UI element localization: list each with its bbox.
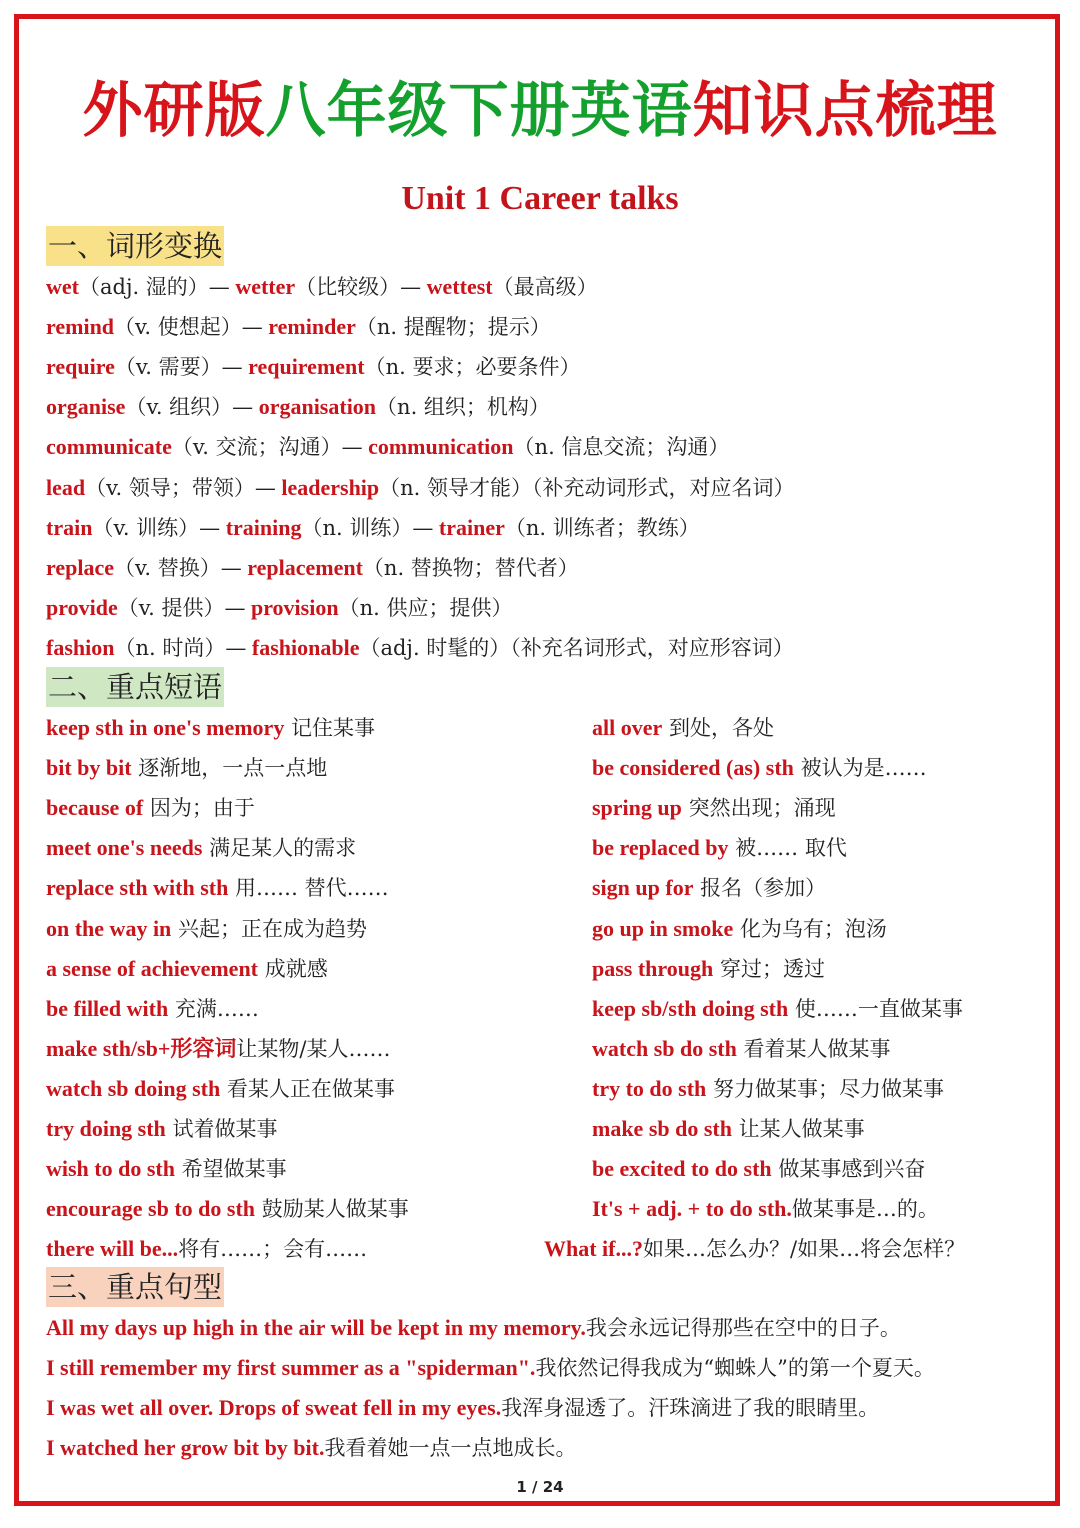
chinese-meaning: （最高级）	[492, 275, 598, 299]
chinese-meaning: （v. 组织）—	[125, 395, 254, 420]
english-term: communication	[362, 434, 514, 460]
phrase-row	[46, 989, 259, 1029]
english-term: remind	[46, 314, 115, 340]
chinese-meaning: 做某事感到兴奋	[771, 1157, 926, 1182]
chinese-meaning: （v. 使想起）—	[114, 315, 263, 340]
english-term: fashion	[46, 634, 115, 660]
english-term: It's + adj. + to do sth.	[592, 1196, 792, 1222]
sentence-row	[46, 1388, 879, 1428]
english-term: wettest	[421, 274, 493, 299]
chinese-meaning: 到处，各处	[662, 716, 774, 740]
english-term: keep sb/sth doing sth	[592, 995, 789, 1021]
chinese-meaning: 让某人做某事	[731, 1117, 865, 1141]
word-form-row	[46, 387, 550, 427]
chinese-meaning: 突然出现；涌现	[681, 796, 836, 821]
english-term: be filled with	[46, 995, 169, 1021]
english-term: be excited to do sth	[592, 1156, 772, 1182]
english-term: go up in smoke	[592, 915, 734, 941]
chinese-meaning: 试着做某事	[165, 1117, 278, 1141]
phrase-row	[46, 788, 255, 828]
english-term: replace sth with sth	[46, 875, 229, 901]
english-term: bit by bit	[46, 755, 132, 781]
page-title	[0, 66, 1080, 156]
word-form-row	[46, 508, 700, 548]
phrase-row	[46, 828, 356, 868]
phrase-row	[592, 949, 825, 989]
chinese-meaning: 努力做某事；尽力做某事	[706, 1076, 944, 1101]
phrase-row	[46, 949, 328, 989]
english-term: leadership	[275, 474, 380, 500]
chinese-meaning: （adj. 湿的）—	[78, 275, 230, 299]
english-term: I still remember my first summer as a "spiderman".	[46, 1355, 536, 1381]
chinese-meaning: 做某事是…的。	[791, 1197, 939, 1222]
chinese-meaning: 被认为是……	[793, 756, 927, 781]
section-heading-word-forms: 一、词形变换	[46, 226, 224, 266]
english-term: replacement	[241, 554, 363, 580]
word-form-row	[46, 548, 579, 588]
english-term: on the way in	[46, 915, 172, 941]
phrase-row	[46, 1229, 367, 1269]
chinese-meaning: 化为乌有；泡汤	[733, 916, 887, 941]
english-term: be considered (as) sth	[592, 755, 794, 781]
section-heading-sentences: 三、重点句型	[46, 1267, 224, 1307]
phrase-row	[46, 1109, 277, 1149]
phrase-row	[46, 868, 389, 908]
phrase-row	[592, 989, 963, 1029]
english-term: a sense of achievement	[46, 955, 259, 981]
title-part-1: 外研版	[82, 76, 266, 146]
chinese-meaning: 我会永远记得那些在空中的日子。	[585, 1316, 901, 1340]
chinese-meaning: （v. 交流；沟通）—	[171, 435, 363, 460]
phrase-row	[592, 1109, 865, 1149]
chinese-meaning: 让某物/某人……	[236, 1036, 391, 1061]
chinese-meaning: 成就感	[258, 956, 328, 981]
title-part-2: 八年级下册英语	[265, 76, 693, 146]
english-term: I watched her grow bit by bit.	[46, 1435, 325, 1461]
chinese-meaning: 逐渐地，一点一点地	[131, 756, 328, 781]
english-term: be replaced by	[592, 835, 729, 861]
english-term: because of	[46, 795, 144, 821]
word-form-row	[46, 307, 551, 347]
phrase-row	[592, 1069, 944, 1109]
word-form-row	[46, 347, 580, 387]
chinese-meaning: （n. 领导才能）（补充动词形式，对应名词）	[379, 475, 795, 500]
english-term: spring up	[592, 795, 682, 821]
phrase-row	[46, 909, 367, 949]
english-term: What if...?	[544, 1236, 643, 1262]
phrase-row	[592, 868, 826, 908]
chinese-meaning: 鼓励某人做某事	[255, 1197, 409, 1222]
english-term: I was wet all over. Drops of sweat fell in my eyes.	[46, 1395, 502, 1421]
chinese-meaning: （v. 提供）—	[117, 595, 246, 620]
chinese-meaning: 被…… 取代	[728, 836, 847, 861]
chinese-meaning: （n. 替换物；替代者）	[362, 555, 579, 580]
phrase-row	[46, 1029, 390, 1069]
english-term: organise	[46, 394, 126, 420]
chinese-meaning: （v. 需要）—	[114, 355, 243, 380]
sentence-row	[46, 1428, 576, 1468]
chinese-meaning: 记住某事	[284, 716, 376, 740]
english-term: communicate	[46, 434, 172, 460]
chinese-meaning: 将有……；会有……	[178, 1237, 368, 1262]
english-term: provide	[46, 594, 118, 620]
english-term: meet one's needs	[46, 835, 203, 861]
chinese-meaning: （v. 领导；带领）—	[85, 475, 276, 500]
chinese-meaning: 兴起；正在成为趋势	[171, 916, 367, 941]
phrase-row	[46, 1149, 287, 1189]
word-form-row	[46, 427, 729, 467]
english-term: pass through	[592, 955, 714, 981]
chinese-meaning: （n. 提醒物；提示）	[355, 315, 551, 340]
word-form-row	[46, 588, 512, 628]
english-term: sign up for	[592, 875, 694, 901]
phrase-row	[46, 708, 375, 748]
english-term: make sth/sb+形容词	[46, 1035, 237, 1061]
chinese-meaning: 我依然记得我成为“蜘蛛人”的第一个夏天。	[535, 1356, 935, 1381]
word-form-row	[46, 468, 795, 508]
chinese-meaning: 充满……	[168, 996, 259, 1021]
chinese-meaning: 我看着她一点一点地成长。	[324, 1436, 577, 1461]
english-term: encourage sb to do sth	[46, 1196, 256, 1222]
english-term: organisation	[253, 394, 377, 420]
english-term: train	[46, 514, 93, 540]
chinese-meaning: （n. 供应；提供）	[338, 595, 513, 620]
chinese-meaning: （n. 信息交流；沟通）	[513, 435, 730, 460]
english-term: watch sb do sth	[592, 1035, 737, 1061]
chinese-meaning: 使……一直做某事	[788, 996, 963, 1021]
chinese-meaning: 穿过；透过	[713, 956, 825, 981]
english-term: training	[220, 514, 302, 540]
chinese-meaning: （v. 训练）—	[92, 515, 221, 540]
english-term: require	[46, 354, 115, 380]
phrase-row	[46, 1189, 409, 1229]
phrase-row	[592, 788, 836, 828]
english-term: wet	[46, 274, 79, 299]
phrase-row	[46, 748, 327, 788]
sentence-row	[46, 1308, 901, 1348]
page-number: 1 / 24	[516, 1478, 564, 1496]
chinese-meaning: 我浑身湿透了。汗珠滴进了我的眼睛里。	[501, 1396, 880, 1421]
english-term: All my days up high in the air will be kept in my memory.	[46, 1315, 586, 1340]
chinese-meaning: 希望做某事	[174, 1157, 287, 1182]
english-term: lead	[46, 474, 86, 500]
chinese-meaning: 如果…怎么办？/如果…将会怎样？	[643, 1237, 966, 1262]
phrase-row	[592, 1189, 939, 1229]
chinese-meaning: （n. 训练）—	[301, 515, 434, 540]
english-term: wish to do sth	[46, 1156, 175, 1182]
english-term: try doing sth	[46, 1116, 166, 1141]
title-part-3: 知识点梳理	[692, 76, 998, 146]
english-term: replace	[46, 554, 115, 580]
word-form-row	[46, 267, 598, 307]
phrase-row	[544, 1229, 965, 1269]
chinese-meaning: （n. 要求；必要条件）	[364, 355, 581, 380]
phrase-row	[592, 909, 887, 949]
chinese-meaning: （n. 组织；机构）	[376, 395, 550, 420]
english-term: make sb do sth	[592, 1116, 732, 1141]
english-term: requirement	[242, 354, 365, 380]
word-form-row	[46, 628, 794, 668]
english-term: provision	[245, 594, 339, 620]
chinese-meaning: 看某人正在做某事	[220, 1076, 395, 1101]
sentence-row	[46, 1348, 935, 1388]
english-term: try to do sth	[592, 1075, 707, 1101]
chinese-meaning: 看着某人做某事	[736, 1036, 891, 1061]
english-term: fashionable	[246, 634, 360, 660]
section-heading-phrases: 二、重点短语	[46, 667, 224, 707]
english-term: wetter	[229, 274, 296, 299]
unit-title: Unit 1 Career talks	[401, 180, 679, 217]
phrase-row	[592, 1149, 925, 1189]
english-term: there will be...	[46, 1236, 179, 1262]
english-term: reminder	[262, 314, 356, 340]
chinese-meaning: （n. 训练者；教练）	[504, 515, 700, 540]
phrase-row	[46, 1069, 395, 1109]
phrase-row	[592, 1029, 891, 1069]
english-term: all over	[592, 715, 663, 740]
chinese-meaning: 用…… 替代……	[228, 876, 389, 901]
english-term: keep sth in one's memory	[46, 715, 285, 740]
english-term: watch sb doing sth	[46, 1075, 221, 1101]
chinese-meaning: 因为；由于	[143, 796, 255, 821]
phrase-row	[592, 748, 927, 788]
chinese-meaning: 报名（参加）	[693, 876, 827, 901]
chinese-meaning: （adj. 时髦的）（补充名词形式，对应形容词）	[359, 635, 794, 660]
chinese-meaning: （v. 替换）—	[114, 555, 242, 580]
phrase-row	[592, 828, 847, 868]
chinese-meaning: 满足某人的需求	[202, 836, 357, 861]
chinese-meaning: （n. 时尚）—	[114, 635, 247, 660]
chinese-meaning: （比较级）—	[295, 275, 422, 299]
phrase-row	[592, 708, 774, 748]
english-term: trainer	[433, 514, 505, 540]
